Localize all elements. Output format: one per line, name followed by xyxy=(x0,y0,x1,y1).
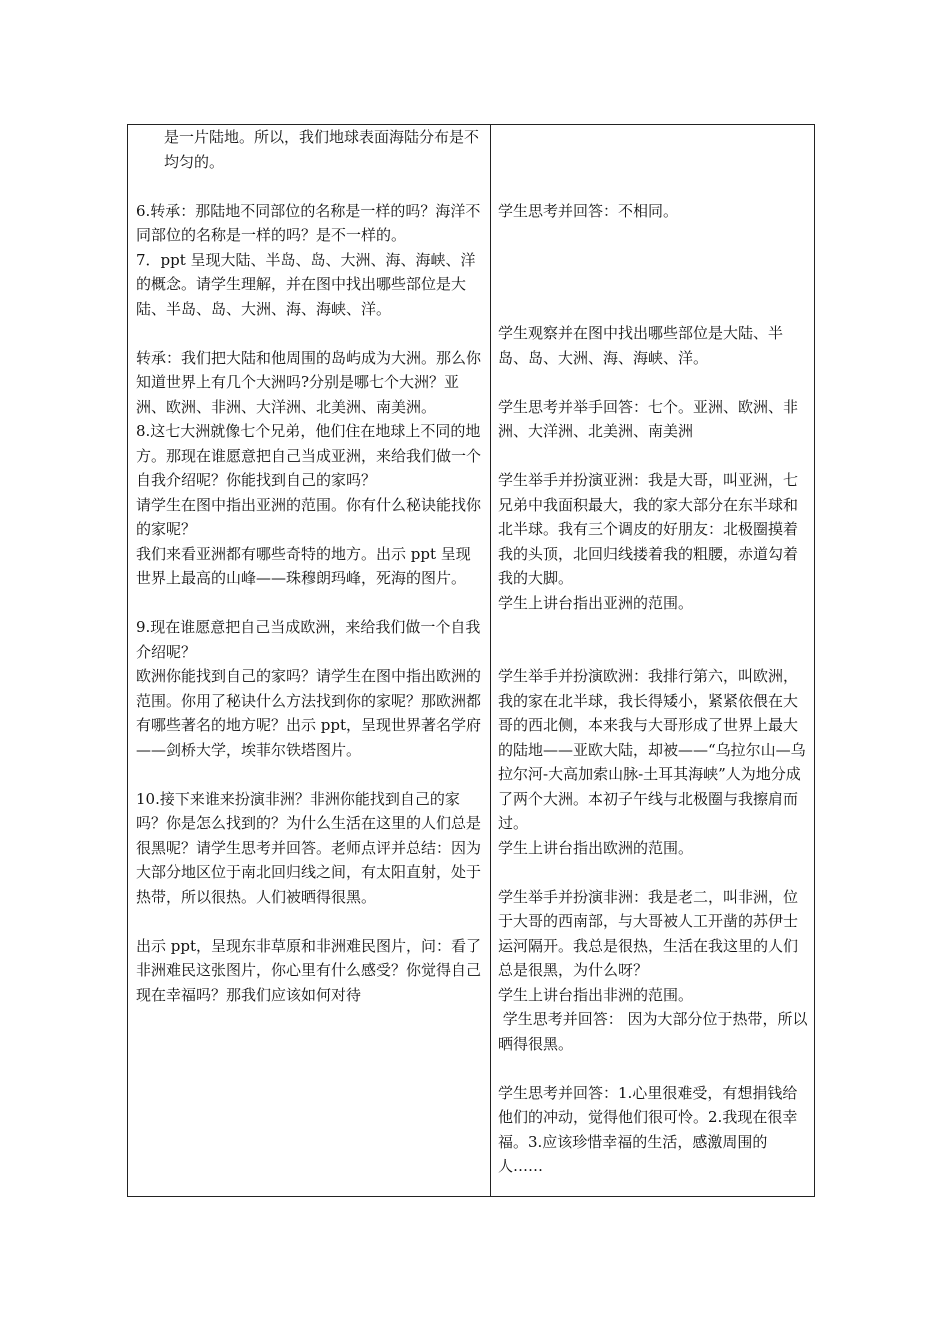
right-para-8: 学生举手并扮演非洲：我是老二，叫非洲，位于大哥的西南部，与大哥被人工开凿的苏伊士运河隔开。我总是很热，生活在我这里的人们总是很黑，为什么呀？ xyxy=(498,887,799,979)
left-para-8: 9.现在谁愿意把自己当成欧洲，来给我们做一个自我介绍呢？ xyxy=(136,618,481,661)
left-para-7: 我们来看亚洲都有哪些奇特的地方。出示 ppt 呈现世界上最高的山峰——珠穆朗玛峰，死海的图片。 xyxy=(136,544,471,587)
lesson-plan-table xyxy=(127,124,815,1197)
left-para-1: 是一片陆地。所以，我们地球表面海陆分布是不均匀的。 xyxy=(164,128,480,171)
left-para-5: 8.这七大洲就像七个兄弟，他们住在地球上不同的地方。那现在谁愿意把自己当成亚洲，来给我们做一个自我介绍呢？你能找到自己的家吗？ xyxy=(136,422,482,489)
right-para-2: 学生观察并在图中找出哪些部位是大陆、半岛、岛、大洲、海、海峡、洋。 xyxy=(498,324,784,367)
student-activity-column xyxy=(498,125,808,1179)
right-para-5: 学生上讲台指出亚洲的范围。 xyxy=(498,593,694,612)
right-para-4: 学生举手并扮演亚洲：我是大哥，叫亚洲，七兄弟中我面积最大，我的家大部分在东半球和北半球。我有三个调皮的好朋友：北极圈摸着我的头顶，北回归线搂着我的粗腰，赤道勾着我的大脚。 xyxy=(498,471,799,587)
teacher-activity-column xyxy=(136,125,484,1007)
right-para-1: 学生思考并回答：不相同。 xyxy=(498,201,679,220)
left-para-11: 出示 ppt，呈现东非草原和非洲难民图片，问：看了非洲难民这张图片，你心里有什么感受？你觉得自己现在幸福吗？那我们应该如何对待 xyxy=(136,936,482,1004)
right-para-10: 学生思考并回答： 因为大部分位于热带，所以晒得很黑。 xyxy=(498,1010,808,1053)
left-para-6: 请学生在图中指出亚洲的范围。你有什么秘诀能找你的家呢？ xyxy=(136,495,482,538)
right-para-9: 学生上讲台指出非洲的范围。 xyxy=(498,985,694,1004)
column-divider xyxy=(490,125,491,1196)
left-para-3: 7．ppt 呈现大陆、半岛、岛、大洲、海、海峡、洋的概念。请学生理解，并在图中找出哪些部位是大陆、半岛、岛、大洲、海、海峡、洋。 xyxy=(136,250,476,318)
left-para-2: 6.转承：那陆地不同部位的名称是一样的吗？海洋不同部位的名称是一样的吗？是不一样的。 xyxy=(136,201,481,244)
right-para-11: 学生思考并回答：1.心里很难受，有想捐钱给他们的冲动，觉得他们很可怜。2.我现在很幸福。3.应该珍惜幸福的生活，感激周围的人…… xyxy=(498,1083,798,1175)
left-para-10: 10.接下来谁来扮演非洲？非洲你能找到自己的家吗？你是怎么找到的？为什么生活在这里的人们总是很黑呢？请学生思考并回答。老师点评并总结：因为大部分地区位于南北回归线之间，有太阳直射，处于热带，所以很热。人们被晒得很黑。 xyxy=(136,789,482,906)
right-para-3: 学生思考并举手回答：七个。亚洲、欧洲、非洲、大洋洲、北美洲、南美洲 xyxy=(498,397,799,440)
left-para-9: 欧洲你能找到自己的家吗？请学生在图中指出欧洲的范围。你用了秘诀什么方法找到你的家呢？那欧洲都有哪些著名的地方呢？出示 ppt，呈现世界著名学府——剑桥大学，埃菲尔铁塔图片。 xyxy=(136,667,482,759)
right-para-7: 学生上讲台指出欧洲的范围。 xyxy=(498,838,694,857)
left-para-4: 转承：我们把大陆和他周围的岛屿成为大洲。那么你知道世界上有几个大洲吗?分别是哪七个大洲？亚洲、欧洲、非洲、大洋洲、北美洲、南美洲。 xyxy=(136,348,482,416)
right-para-6: 学生举手并扮演欧洲：我排行第六，叫欧洲，我的家在北半球，我长得矮小，紧紧依偎在大哥的西北侧，本来我与大哥形成了世界上最大的陆地——亚欧大陆，却被——“乌拉尔山—乌拉尔河-大高加索山脉-土耳其海峡”人为地分成了两个大洲。本初子午线与北极圈与我擦肩而过。 xyxy=(498,667,806,832)
